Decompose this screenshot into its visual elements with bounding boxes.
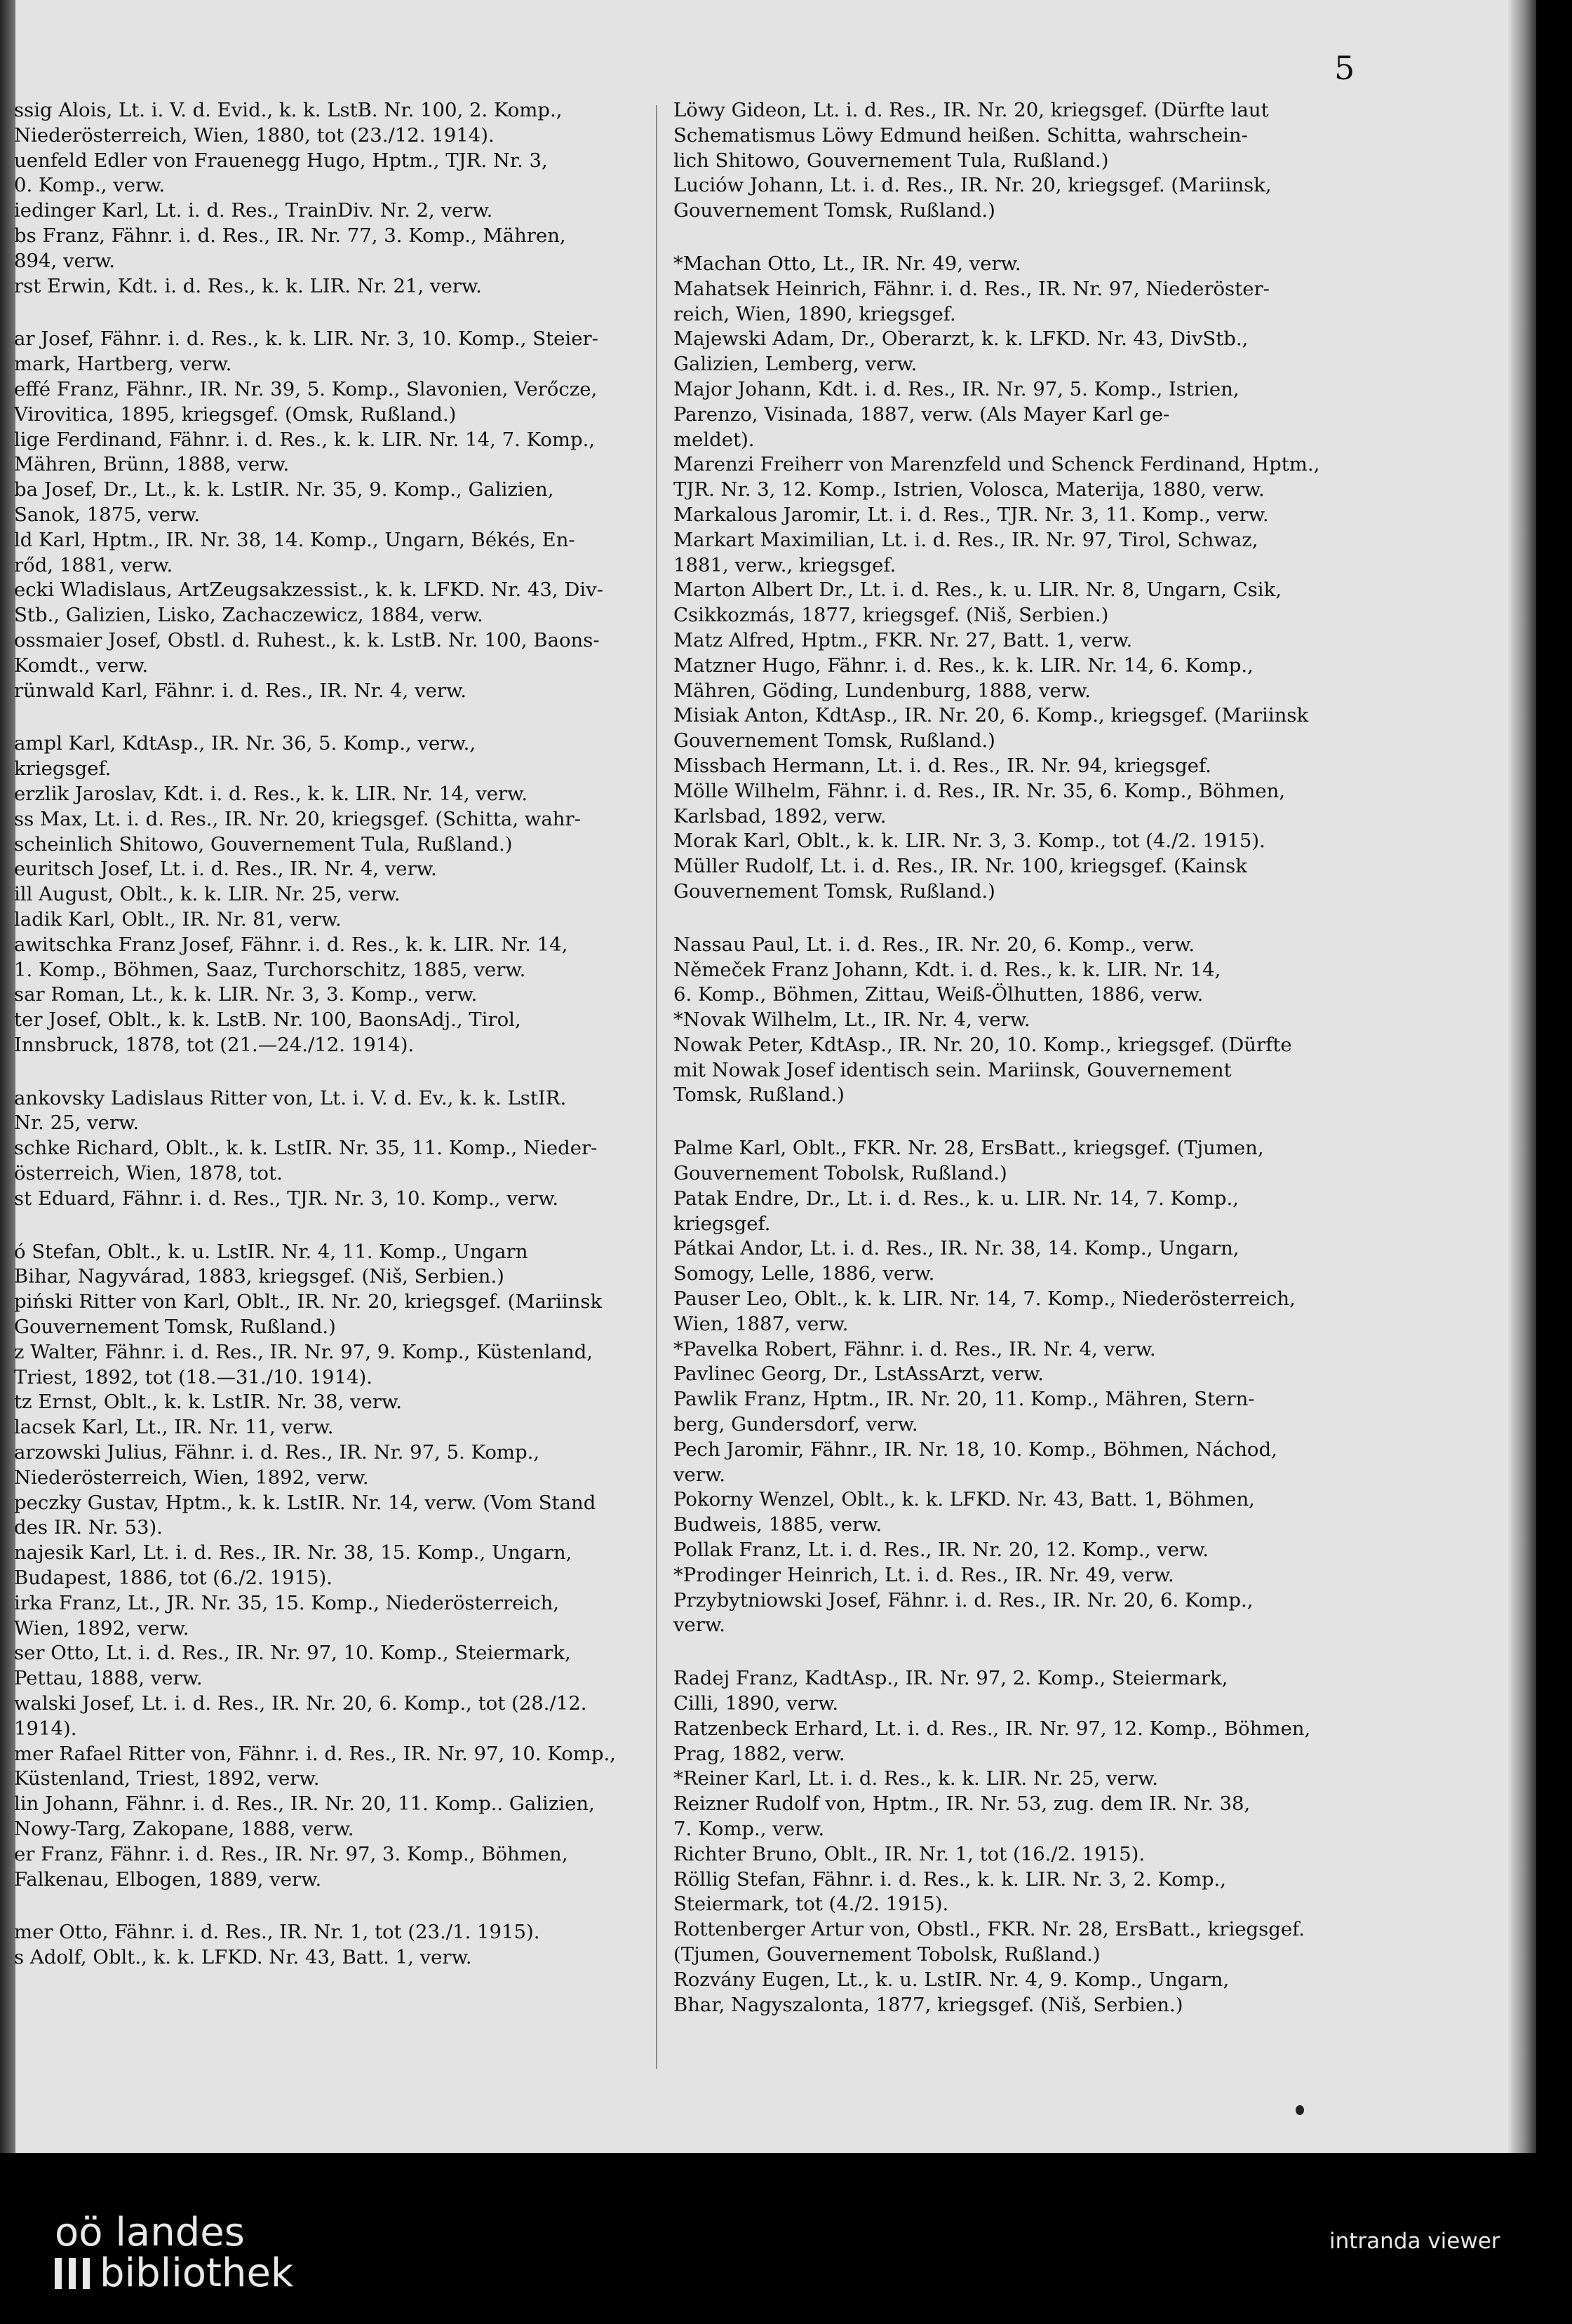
text-line: Stb., Galizien, Lisko, Zachaczewicz, 1884, verw.: [14, 604, 483, 627]
text-line: Mahatsek Heinrich, Fähnr. i. d. Res., IR. Nr. 97, Niederöster-: [673, 277, 1270, 300]
text-line: st Eduard, Fähnr. i. d. Res., TJR. Nr. 3, 10. Komp., verw.: [14, 1187, 559, 1210]
text-line: Galizien, Lemberg, verw.: [673, 353, 918, 376]
text-line: rőd, 1881, verw.: [14, 553, 173, 576]
text-line: berg, Gundersdorf, verw.: [673, 1413, 918, 1436]
text-line: peczky Gustav, Hptm., k. k. LstIR. Nr. 14, verw. (Vom Stand: [14, 1491, 596, 1514]
text-line: Prag, 1882, verw.: [673, 1742, 845, 1765]
text-line: (Tjumen, Gouvernement Tobolsk, Rußland.): [673, 1943, 1101, 1966]
text-line: 1881, verw., kriegsgef.: [673, 553, 896, 576]
text-line: Pollak Franz, Lt. i. d. Res., IR. Nr. 20, 12. Komp., verw.: [673, 1539, 1209, 1562]
entry-gap: [673, 1638, 1361, 1666]
text-line: z Walter, Fähnr. i. d. Res., IR. Nr. 97, 9. Komp., Küstenland,: [14, 1340, 593, 1363]
text-line: Gouvernement Tomsk, Rußland.): [673, 729, 995, 752]
text-line: Rozvány Eugen, Lt., k. u. LstIR. Nr. 4, 9. Komp., Ungarn,: [673, 1968, 1230, 1991]
text-line: 6. Komp., Böhmen, Zittau, Weiß-Ölhutten, 1886, verw.: [673, 983, 1204, 1006]
text-line: Matz Alfred, Hptm., FKR. Nr. 27, Batt. 1, verw.: [673, 628, 1133, 651]
text-line: Nr. 25, verw.: [14, 1112, 140, 1135]
text-line: tz Ernst, Oblt., k. k. LstIR. Nr. 38, verw.: [14, 1391, 402, 1414]
text-line: *Reiner Karl, Lt. i. d. Res., k. k. LIR. Nr. 25, verw.: [673, 1767, 1158, 1790]
text-line: walski Josef, Lt. i. d. Res., IR. Nr. 20, 6. Komp., tot (28./12.: [14, 1692, 587, 1715]
text-line: Luciów Johann, Lt. i. d. Res., IR. Nr. 20, kriegsgef. (Mariinsk,: [673, 174, 1272, 197]
text-line: lige Ferdinand, Fähnr. i. d. Res., k. k. LIR. Nr. 14, 7. Komp.,: [14, 428, 596, 451]
text-line: Csikkozmás, 1877, kriegsgef. (Niš, Serbien.): [673, 604, 1109, 627]
text-line: lacsek Karl, Lt., IR. Nr. 11, verw.: [14, 1416, 334, 1439]
left-text-column: [14, 98, 645, 1971]
text-line: Missbach Hermann, Lt. i. d. Res., IR. Nr. 94, kriegsgef.: [673, 754, 1211, 777]
entry-gap: [673, 1108, 1361, 1136]
text-line: Innsbruck, 1878, tot (21.—24./12. 1914).: [14, 1033, 415, 1056]
page-edge-shadow: [1508, 0, 1536, 2153]
text-line: Patak Endre, Dr., Lt. i. d. Res., k. u. LIR. Nr. 14, 7. Komp.,: [673, 1187, 1239, 1210]
text-line: rünwald Karl, Fähnr. i. d. Res., IR. Nr. 4, verw.: [14, 679, 467, 702]
text-line: Pátkai Andor, Lt. i. d. Res., IR. Nr. 38, 14. Komp., Ungarn,: [673, 1237, 1240, 1260]
text-line: Wien, 1892, verw.: [14, 1616, 189, 1640]
text-line: 1914).: [14, 1717, 77, 1740]
text-line: ba Josef, Dr., Lt., k. k. LstIR. Nr. 35, 9. Komp., Galizien,: [14, 478, 554, 501]
text-line: Schematismus Löwy Edmund heißen. Schitta, wahrschein-: [673, 123, 1248, 147]
entry-gap: [14, 1058, 645, 1086]
text-line: Major Johann, Kdt. i. d. Res., IR. Nr. 97, 5. Komp., Istrien,: [673, 377, 1240, 400]
text-line: Gouvernement Tobolsk, Rußland.): [673, 1162, 1007, 1185]
text-line: ssig Alois, Lt. i. V. d. Evid., k. k. LstB. Nr. 100, 2. Komp.,: [14, 99, 563, 121]
text-line: Reizner Rudolf von, Hptm., IR. Nr. 53, zug. dem IR. Nr. 38,: [673, 1792, 1251, 1816]
text-line: Nowy-Targ, Zakopane, 1888, verw.: [14, 1818, 354, 1840]
text-line: ld Karl, Hptm., IR. Nr. 38, 14. Komp., Ungarn, Békés, En-: [14, 528, 575, 551]
text-line: Budapest, 1886, tot (6./2. 1915).: [14, 1567, 332, 1590]
text-line: verw.: [673, 1463, 725, 1486]
text-line: ter Josef, Oblt., k. k. LstB. Nr. 100, BaonsAdj., Tirol,: [14, 1008, 521, 1032]
text-line: ampl Karl, KdtAsp., IR. Nr. 36, 5. Komp., verw.,: [14, 732, 476, 755]
text-line: Wien, 1887, verw.: [673, 1312, 849, 1335]
text-line: Komdt., verw.: [14, 654, 149, 677]
text-line: irka Franz, Lt., JR. Nr. 35, 15. Komp., Niederösterreich,: [14, 1591, 560, 1614]
text-line: 0. Komp., verw.: [14, 174, 166, 197]
text-line: effé Franz, Fähnr., IR. Nr. 39, 5. Komp., Slavonien, Verőcze,: [14, 377, 598, 400]
text-line: euritsch Josef, Lt. i. d. Res., IR. Nr. 4, verw.: [14, 858, 437, 881]
text-line: Palme Karl, Oblt., FKR. Nr. 28, ErsBatt., kriegsgef. (Tjumen,: [673, 1137, 1264, 1160]
text-line: Pech Jaromir, Fähnr., IR. Nr. 18, 10. Komp., Böhmen, Náchod,: [673, 1438, 1277, 1461]
text-line: *Novak Wilhelm, Lt., IR. Nr. 4, verw.: [673, 1008, 1030, 1032]
text-line: Pavlinec Georg, Dr., LstAssArzt, verw.: [673, 1363, 1044, 1386]
text-line: Gouvernement Tomsk, Rußland.): [14, 1316, 336, 1339]
text-line: schke Richard, Oblt., k. k. LstIR. Nr. 35, 11. Komp., Nieder-: [14, 1137, 598, 1160]
text-line: mark, Hartberg, verw.: [14, 353, 232, 376]
text-line: Ratzenbeck Erhard, Lt. i. d. Res., IR. Nr. 97, 12. Komp., Böhmen,: [673, 1717, 1311, 1740]
text-line: Gouvernement Tomsk, Rußland.): [673, 199, 995, 222]
text-line: scheinlich Shitowo, Gouvernement Tula, Rußland.): [14, 832, 513, 856]
text-line: ossmaier Josef, Obstl. d. Ruhest., k. k. LstB. Nr. 100, Baons-: [14, 628, 600, 651]
text-line: Mähren, Brünn, 1888, verw.: [14, 453, 290, 476]
text-line: meldet).: [673, 428, 755, 451]
entry-gap: [14, 703, 645, 731]
text-line: TJR. Nr. 3, 12. Komp., Istrien, Volosca, Materija, 1880, verw.: [673, 478, 1265, 501]
text-line: verw.: [673, 1614, 725, 1637]
text-line: *Pavelka Robert, Fähnr. i. d. Res., IR. Nr. 4, verw.: [673, 1337, 1156, 1360]
text-line: ankovsky Ladislaus Ritter von, Lt. i. V. d. Ev., k. k. LstIR.: [14, 1086, 567, 1109]
text-line: kriegsgef.: [14, 757, 112, 781]
text-line: kriegsgef.: [673, 1212, 771, 1235]
column-divider: [656, 105, 657, 2069]
text-line: erzlik Jaroslav, Kdt. i. d. Res., k. k. LIR. Nr. 14, verw.: [14, 782, 528, 805]
text-line: Bhar, Nagyszalonta, 1877, kriegsgef. (Niš, Serbien.): [673, 1993, 1183, 2016]
entry-gap: [14, 299, 645, 327]
text-line: Steiermark, tot (4./2. 1915).: [673, 1893, 949, 1916]
text-line: mit Nowak Josef identisch sein. Mariinsk, Gouvernement: [673, 1058, 1232, 1081]
text-line: Richter Bruno, Oblt., IR. Nr. 1, tot (16./2. 1915).: [673, 1842, 1146, 1865]
text-line: ó Stefan, Oblt., k. u. LstIR. Nr. 4, 11. Komp., Ungarn: [14, 1240, 528, 1263]
text-line: Gouvernement Tomsk, Rußland.): [673, 879, 995, 903]
text-line: Parenzo, Visinada, 1887, verw. (Als Mayer Karl ge-: [673, 403, 1170, 426]
text-line: Marenzi Freiherr von Marenzfeld und Schenck Ferdinand, Hptm.,: [673, 453, 1320, 476]
logo-bars-icon: [55, 2258, 94, 2289]
text-line: Nowak Peter, KdtAsp., IR. Nr. 20, 10. Komp., kriegsgef. (Dürfte: [673, 1033, 1292, 1056]
text-line: Sanok, 1875, verw.: [14, 503, 201, 526]
text-line: 894, verw.: [14, 249, 115, 272]
text-line: Němeček Franz Johann, Kdt. i. d. Res., k. k. LIR. Nr. 14,: [673, 958, 1221, 981]
text-line: Budweis, 1885, verw.: [673, 1513, 882, 1536]
text-line: rst Erwin, Kdt. i. d. Res., k. k. LIR. Nr. 21, verw.: [14, 274, 482, 297]
text-line: lin Johann, Fähnr. i. d. Res., IR. Nr. 20, 11. Komp.. Galizien,: [14, 1792, 595, 1816]
text-line: Pawlik Franz, Hptm., IR. Nr. 20, 11. Komp., Mähren, Stern-: [673, 1388, 1255, 1411]
text-line: Rottenberger Artur von, Obstl., FKR. Nr. 28, ErsBatt., kriegsgef.: [673, 1918, 1305, 1941]
text-line: ss Max, Lt. i. d. Res., IR. Nr. 20, kriegsgef. (Schitta, wahr-: [14, 807, 581, 830]
text-line: Somogy, Lelle, 1886, verw.: [673, 1262, 935, 1285]
text-line: Löwy Gideon, Lt. i. d. Res., IR. Nr. 20, kriegsgef. (Dürfte laut: [673, 99, 1269, 121]
right-text-column: [673, 98, 1361, 2018]
text-line: bs Franz, Fähnr. i. d. Res., IR. Nr. 77, 3. Komp., Mähren,: [14, 224, 566, 247]
text-line: 7. Komp., verw.: [673, 1818, 825, 1840]
library-logo[interactable]: [55, 2212, 293, 2294]
text-line: Radej Franz, KadtAsp., IR. Nr. 97, 2. Komp., Steiermark,: [673, 1667, 1228, 1690]
text-line: Nassau Paul, Lt. i. d. Res., IR. Nr. 20, 6. Komp., verw.: [673, 933, 1195, 956]
text-line: des IR. Nr. 53).: [14, 1516, 163, 1539]
text-line: Küstenland, Triest, 1892, verw.: [14, 1767, 320, 1790]
logo-line-2: bibliothek: [100, 2250, 294, 2296]
text-line: ecki Wladislaus, ArtZeugsakzessist., k. k. LFKD. Nr. 43, Div-: [14, 579, 603, 602]
text-line: *Machan Otto, Lt., IR. Nr. 49, verw.: [673, 252, 1021, 275]
text-line: Pokorny Wenzel, Oblt., k. k. LFKD. Nr. 43, Batt. 1, Böhmen,: [673, 1488, 1255, 1511]
text-line: ladik Karl, Oblt., IR. Nr. 81, verw.: [14, 907, 342, 931]
viewer-label: intranda viewer: [1329, 2229, 1500, 2254]
text-line: Niederösterreich, Wien, 1892, verw.: [14, 1466, 369, 1489]
text-line: ser Otto, Lt. i. d. Res., IR. Nr. 97, 10. Komp., Steiermark,: [14, 1642, 571, 1665]
entry-gap: [673, 905, 1361, 933]
text-line: Markalous Jaromir, Lt. i. d. Res., TJR. Nr. 3, 11. Komp., verw.: [673, 503, 1269, 526]
text-line: Tomsk, Rußland.): [673, 1083, 845, 1107]
text-line: Misiak Anton, KdtAsp., IR. Nr. 20, 6. Komp., kriegsgef. (Mariinsk: [673, 704, 1309, 727]
ink-spot: [1296, 2105, 1304, 2115]
text-line: Majewski Adam, Dr., Oberarzt, k. k. LFKD. Nr. 43, DivStb.,: [673, 327, 1249, 351]
text-line: Mähren, Göding, Lundenburg, 1888, verw.: [673, 679, 1091, 702]
text-line: Niederösterreich, Wien, 1880, tot (23./12. 1914).: [14, 123, 495, 147]
text-line: Karlsbad, 1892, verw.: [673, 804, 887, 827]
text-line: awitschka Franz Josef, Fähnr. i. d. Res., k. k. LIR. Nr. 14,: [14, 933, 568, 956]
text-line: Triest, 1892, tot (18.—31./10. 1914).: [14, 1365, 372, 1389]
text-line: Przybytniowski Josef, Fähnr. i. d. Res., IR. Nr. 20, 6. Komp.,: [673, 1588, 1254, 1612]
entry-gap: [14, 1892, 645, 1920]
text-line: mer Otto, Fähnr. i. d. Res., IR. Nr. 1, tot (23./1. 1915).: [14, 1921, 540, 1944]
text-line: lich Shitowo, Gouvernement Tula, Rußland.): [673, 149, 1109, 172]
text-line: Pauser Leo, Oblt., k. k. LIR. Nr. 14, 7. Komp., Niederösterreich,: [673, 1288, 1296, 1311]
logo-line-1: oö landes: [55, 2210, 245, 2255]
text-line: Cilli, 1890, verw.: [673, 1692, 839, 1715]
text-line: Müller Rudolf, Lt. i. d. Res., IR. Nr. 100, kriegsgef. (Kainsk: [673, 855, 1247, 878]
text-line: Markart Maximilian, Lt. i. d. Res., IR. Nr. 97, Tirol, Schwaz,: [673, 528, 1258, 551]
text-line: Falkenau, Elbogen, 1889, verw.: [14, 1867, 322, 1891]
text-line: Morak Karl, Oblt., k. k. LIR. Nr. 3, 3. Komp., tot (4./2. 1915).: [673, 830, 1265, 853]
text-line: *Prodinger Heinrich, Lt. i. d. Res., IR. Nr. 49, verw.: [673, 1563, 1174, 1586]
text-line: Pettau, 1888, verw.: [14, 1667, 203, 1690]
text-line: iedinger Karl, Lt. i. d. Res., TrainDiv. Nr. 2, verw.: [14, 199, 493, 222]
text-line: er Franz, Fähnr. i. d. Res., IR. Nr. 97, 3. Komp., Böhmen,: [14, 1842, 568, 1865]
text-line: s Adolf, Oblt., k. k. LFKD. Nr. 43, Batt. 1, verw.: [14, 1946, 472, 1969]
entry-gap: [14, 1212, 645, 1240]
book-spine-shadow: [0, 0, 15, 2153]
text-line: piński Ritter von Karl, Oblt., IR. Nr. 20, kriegsgef. (Mariinsk: [14, 1290, 603, 1313]
text-line: ill August, Oblt., k. k. LIR. Nr. 25, verw.: [14, 883, 401, 906]
text-line: arzowski Julius, Fähnr. i. d. Res., IR. Nr. 97, 5. Komp.,: [14, 1441, 540, 1464]
entry-gap: [673, 224, 1361, 252]
text-line: uenfeld Edler von Frauenegg Hugo, Hptm., TJR. Nr. 3,: [14, 149, 548, 172]
text-line: österreich, Wien, 1878, tot.: [14, 1162, 283, 1185]
text-line: Röllig Stefan, Fähnr. i. d. Res., k. k. LIR. Nr. 3, 2. Komp.,: [673, 1867, 1227, 1891]
text-line: reich, Wien, 1890, kriegsgef.: [673, 302, 956, 325]
text-line: 1. Komp., Böhmen, Saaz, Turchorschitz, 1885, verw.: [14, 958, 526, 981]
text-line: Matzner Hugo, Fähnr. i. d. Res., k. k. LIR. Nr. 14, 6. Komp.,: [673, 654, 1254, 677]
text-line: Virovitica, 1895, kriegsgef. (Omsk, Rußland.): [14, 403, 457, 426]
text-line: sar Roman, Lt., k. k. LIR. Nr. 3, 3. Komp., verw.: [14, 983, 478, 1006]
page-number: 5: [1334, 49, 1355, 87]
text-line: mer Rafael Ritter von, Fähnr. i. d. Res., IR. Nr. 97, 10. Komp.,: [14, 1742, 616, 1765]
text-line: Marton Albert Dr., Lt. i. d. Res., k. u. LIR. Nr. 8, Ungarn, Csik,: [673, 579, 1282, 602]
text-line: Bihar, Nagyvárad, 1883, kriegsgef. (Niš, Serbien.): [14, 1265, 504, 1288]
text-line: ar Josef, Fähnr. i. d. Res., k. k. LIR. Nr. 3, 10. Komp., Steier-: [14, 327, 598, 351]
text-line: najesik Karl, Lt. i. d. Res., IR. Nr. 38, 15. Komp., Ungarn,: [14, 1541, 572, 1565]
text-line: Mölle Wilhelm, Fähnr. i. d. Res., IR. Nr. 35, 6. Komp., Böhmen,: [673, 779, 1286, 802]
